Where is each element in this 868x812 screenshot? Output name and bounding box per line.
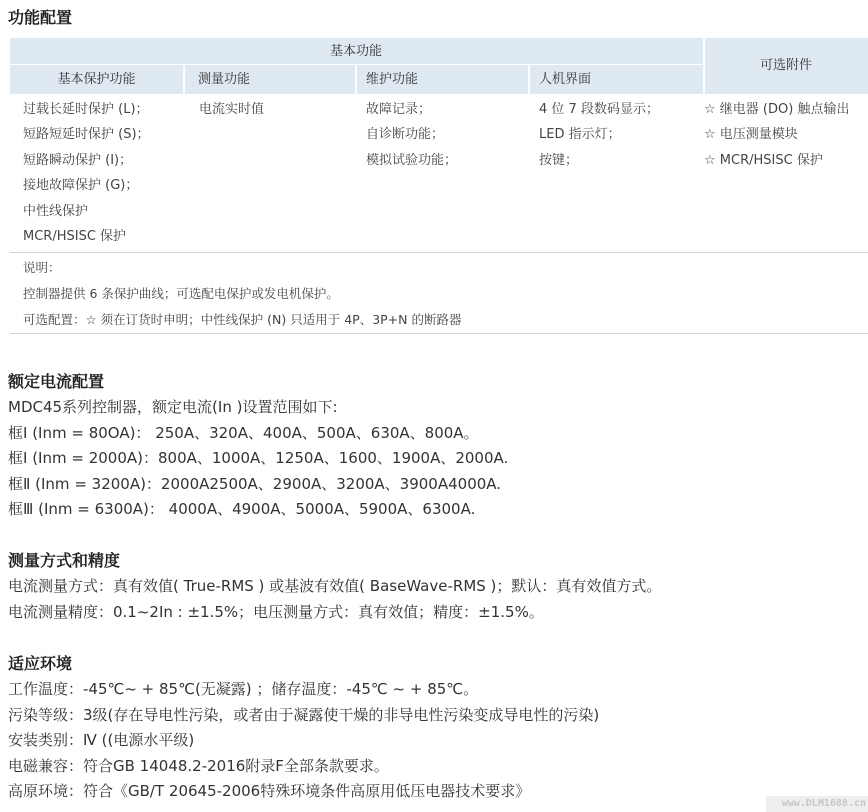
section-title-rated-current: 额定电流配置 xyxy=(8,372,105,391)
notes-label: 说明： xyxy=(23,260,61,275)
list-item: 电流实时值 xyxy=(199,102,265,117)
section-title-environment: 适应环境 xyxy=(8,654,73,673)
section-title-features: 功能配置 xyxy=(8,8,73,27)
list-item: 短路短延时保护 (S)； xyxy=(23,127,150,143)
text-line: 污染等级：3级(存在导电性污染，或者由于凝露使干燥的非导电性污染变成导电性的污染) xyxy=(8,705,600,724)
list-item: MCR/HSISC 保护 xyxy=(23,229,127,245)
list-item: 接地故障保护 (G)； xyxy=(23,178,139,194)
table-notes xyxy=(23,255,461,333)
list-item: 4 位 7 段数码显示； xyxy=(539,102,659,117)
list-item: 按键； xyxy=(539,152,579,168)
list-item: 短路瞬动保护 (I)； xyxy=(23,152,133,168)
environment-text xyxy=(8,677,599,805)
text-line: 安装类别：Ⅳ ((电源水平级) xyxy=(8,731,195,749)
list-item: 过载长延时保护 (L)； xyxy=(23,102,149,117)
notes-line: 可选配置：☆ 须在订货时申明；中性线保护 (N) 只适用于 4P、3P+N 的断路器 xyxy=(23,312,462,327)
cell-protection xyxy=(23,97,150,249)
list-item: 模拟试验功能； xyxy=(366,152,458,168)
text-line: 框Ⅱ (Inm = 3200A)：2000A2500A、2900A、3200A、3900A4000A. xyxy=(8,474,502,493)
header-protection: 基本保护功能 xyxy=(57,72,136,87)
text-line: 电磁兼容：符合GB 14048.2-2016附录F全部条款要求。 xyxy=(8,756,389,775)
list-item: LED 指示灯； xyxy=(539,127,621,143)
list-item: 自诊断功能； xyxy=(366,127,445,143)
rated-current-text xyxy=(8,395,508,523)
cell-optional xyxy=(704,97,849,173)
list-item: ☆ MCR/HSISC 保护 xyxy=(704,152,823,168)
watermark: www.DLM1688.cn xyxy=(766,796,868,812)
text-line: 高原环境：符合《GB/T 20645-2006特殊环境条件高原用低压电器技术要求》 xyxy=(8,782,531,800)
cell-hmi xyxy=(539,97,659,173)
notes-line: 控制器提供 6 条保护曲线；可选配电保护或发电机保护。 xyxy=(23,286,339,301)
header-divider xyxy=(183,64,185,94)
text-line: 电流测量方式：真有效值( True-RMS ) 或基波有效值( BaseWave-RMS )；默认：真有效值方式。 xyxy=(8,577,662,595)
header-basic-functions: 基本功能 xyxy=(329,44,382,59)
list-item: 中性线保护 xyxy=(23,203,89,219)
text-line: 工作温度：-45℃~ + 85℃(无凝露) ；储存温度：-45℃ ~ + 85℃。 xyxy=(8,680,479,698)
table-bottom-border xyxy=(10,333,868,334)
text-line: 框Ⅰ (Inm = 2000A)：800A、1000A、1250A、1600、1900A、2000A. xyxy=(8,449,509,467)
text-line: 框Ⅲ (Inm = 6300A)： 4000A、4900A、5000A、5900A、6300A. xyxy=(8,500,476,518)
header-divider xyxy=(355,64,357,94)
measurement-text xyxy=(8,574,661,625)
list-item: ☆ 继电器 (DO) 触点输出 xyxy=(704,102,850,117)
header-maintenance: 维护功能 xyxy=(366,72,419,87)
header-measurement: 测量功能 xyxy=(198,72,251,87)
section-title-measurement: 测量方式和精度 xyxy=(8,551,121,570)
text-line: MDC45系列控制器，额定电流(In )设置范围如下: xyxy=(8,398,338,416)
cell-measurement xyxy=(199,97,264,122)
header-divider xyxy=(528,64,530,94)
table-divider xyxy=(10,252,868,253)
cell-maintenance xyxy=(366,97,457,173)
header-hmi: 人机界面 xyxy=(539,72,592,87)
header-optional-accessories: 可选附件 xyxy=(759,58,812,73)
text-line: 框Ⅰ (Inm = 80OA)： 250A、320A、400A、500A、630A、800A。 xyxy=(8,423,479,442)
list-item: 故障记录； xyxy=(366,102,432,117)
text-line: 电流测量精度：0.1~2In : ±1.5%；电压测量方式：真有效值；精度：±1.5%。 xyxy=(8,602,544,621)
list-item: ☆ 电压测量模块 xyxy=(704,127,798,143)
